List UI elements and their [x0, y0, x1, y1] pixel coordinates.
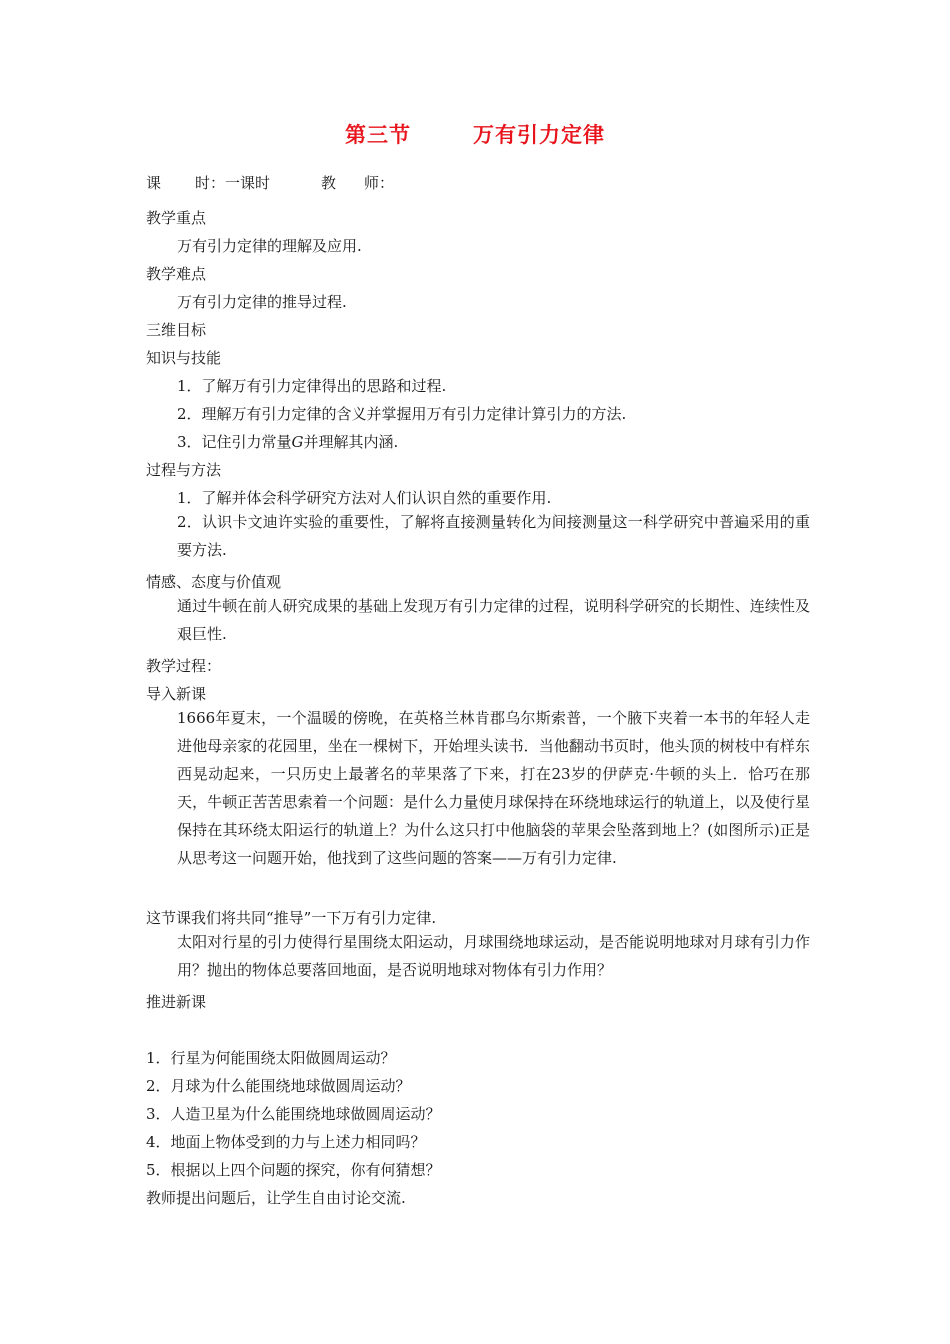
difficulty-heading: 教学难点: [146, 265, 207, 283]
advance-heading: 推进新课: [146, 993, 207, 1011]
constant-symbol: G: [291, 433, 304, 451]
lesson-meta: [146, 172, 394, 193]
emotion-heading: 情感、态度与价值观: [146, 573, 282, 591]
advance-question-4: 4．地面上物体受到的力与上述力相同吗？: [146, 1133, 426, 1151]
page-title: [0, 119, 950, 149]
intro-question-text: 太阳对行星的引力使得行星围绕太阳运动，月球围绕地球运动，是否能说明地球对月球有引力作用？抛出的物体总要落回地面，是否说明地球对物体有引力作用？: [177, 933, 810, 979]
period-label: 课: [146, 174, 162, 192]
knowledge-item-1: 1．了解万有引力定律得出的思路和过程.: [177, 377, 447, 395]
intro-heading: 导入新课: [146, 685, 207, 703]
knowledge-item-3-text: 3．记住引力常量: [177, 433, 292, 451]
knowledge-item-3: [177, 432, 398, 452]
intro-story: [146, 704, 810, 872]
advance-question-3: 3．人造卫星为什么能围绕地球做圆周运动？: [146, 1105, 441, 1123]
advance-question-2: 2．月球为什么能围绕地球做圆周运动？: [146, 1077, 411, 1095]
focus-heading: 教学重点: [146, 209, 207, 227]
advance-closing: 教师提出问题后，让学生自由讨论交流.: [146, 1189, 406, 1207]
teacher-value: 师：: [364, 174, 395, 192]
knowledge-item-3-tail: 并理解其内涵.: [303, 433, 399, 451]
focus-text: 万有引力定律的理解及应用.: [177, 237, 362, 255]
knowledge-heading: 知识与技能: [146, 349, 222, 367]
goals-heading: 三维目标: [146, 321, 207, 339]
advance-question-5: 5．根据以上四个问题的探究，你有何猜想？: [146, 1161, 441, 1179]
emotion-paragraph: [146, 592, 810, 648]
process-item-1: 1．了解并体会科学研究方法对人们认识自然的重要作用.: [177, 489, 552, 507]
advance-question-1: 1．行星为何能围绕太阳做圆周运动？: [146, 1049, 396, 1067]
process-item-2-text: 2．认识卡文迪许实验的重要性，了解将直接测量转化为间接测量这一科学研究中普遍采用的重要方法.: [177, 513, 810, 559]
knowledge-item-2: 2．理解万有引力定律的含义并掌握用万有引力定律计算引力的方法.: [177, 405, 627, 423]
intro-question: [146, 928, 810, 984]
process-item-2: [146, 508, 810, 564]
teacher-label: 教: [321, 174, 337, 192]
process-heading: 过程与方法: [146, 461, 222, 479]
intro-story-text: 1666年夏末，一个温暖的傍晚，在英格兰林肯郡乌尔斯索普，一个腋下夹着一本书的年轻人走进他母亲家的花园里，坐在一棵树下，开始埋头读书．当他翻动书页时，他头顶的树枝中有样东西晃动起来，一只历史上最著名的苹果落了下来，打在23岁的伊萨克·牛顿的头上．恰巧在那天，牛顿正苦苦思索着一个问题：是什么力量使月球保持在环绕地球运行的轨道上，以及使行星保持在其环绕太阳运行的轨道上？为什么这只打中他脑袋的苹果会坠落到地上？(如图所示)正是从思考这一问题开始，他找到了这些问题的答案——万有引力定律.: [177, 709, 810, 867]
intro-line: 这节课我们将共同“推导”一下万有引力定律.: [146, 909, 437, 927]
title-topic: 万有引力定律: [473, 123, 605, 147]
title-section: 第三节: [345, 123, 411, 147]
emotion-text: 通过牛顿在前人研究成果的基础上发现万有引力定律的过程，说明科学研究的长期性、连续性及艰巨性.: [177, 597, 810, 643]
period-value: 时：一课时: [195, 174, 271, 192]
difficulty-text: 万有引力定律的推导过程.: [177, 293, 347, 311]
process-title: 教学过程：: [146, 657, 222, 675]
